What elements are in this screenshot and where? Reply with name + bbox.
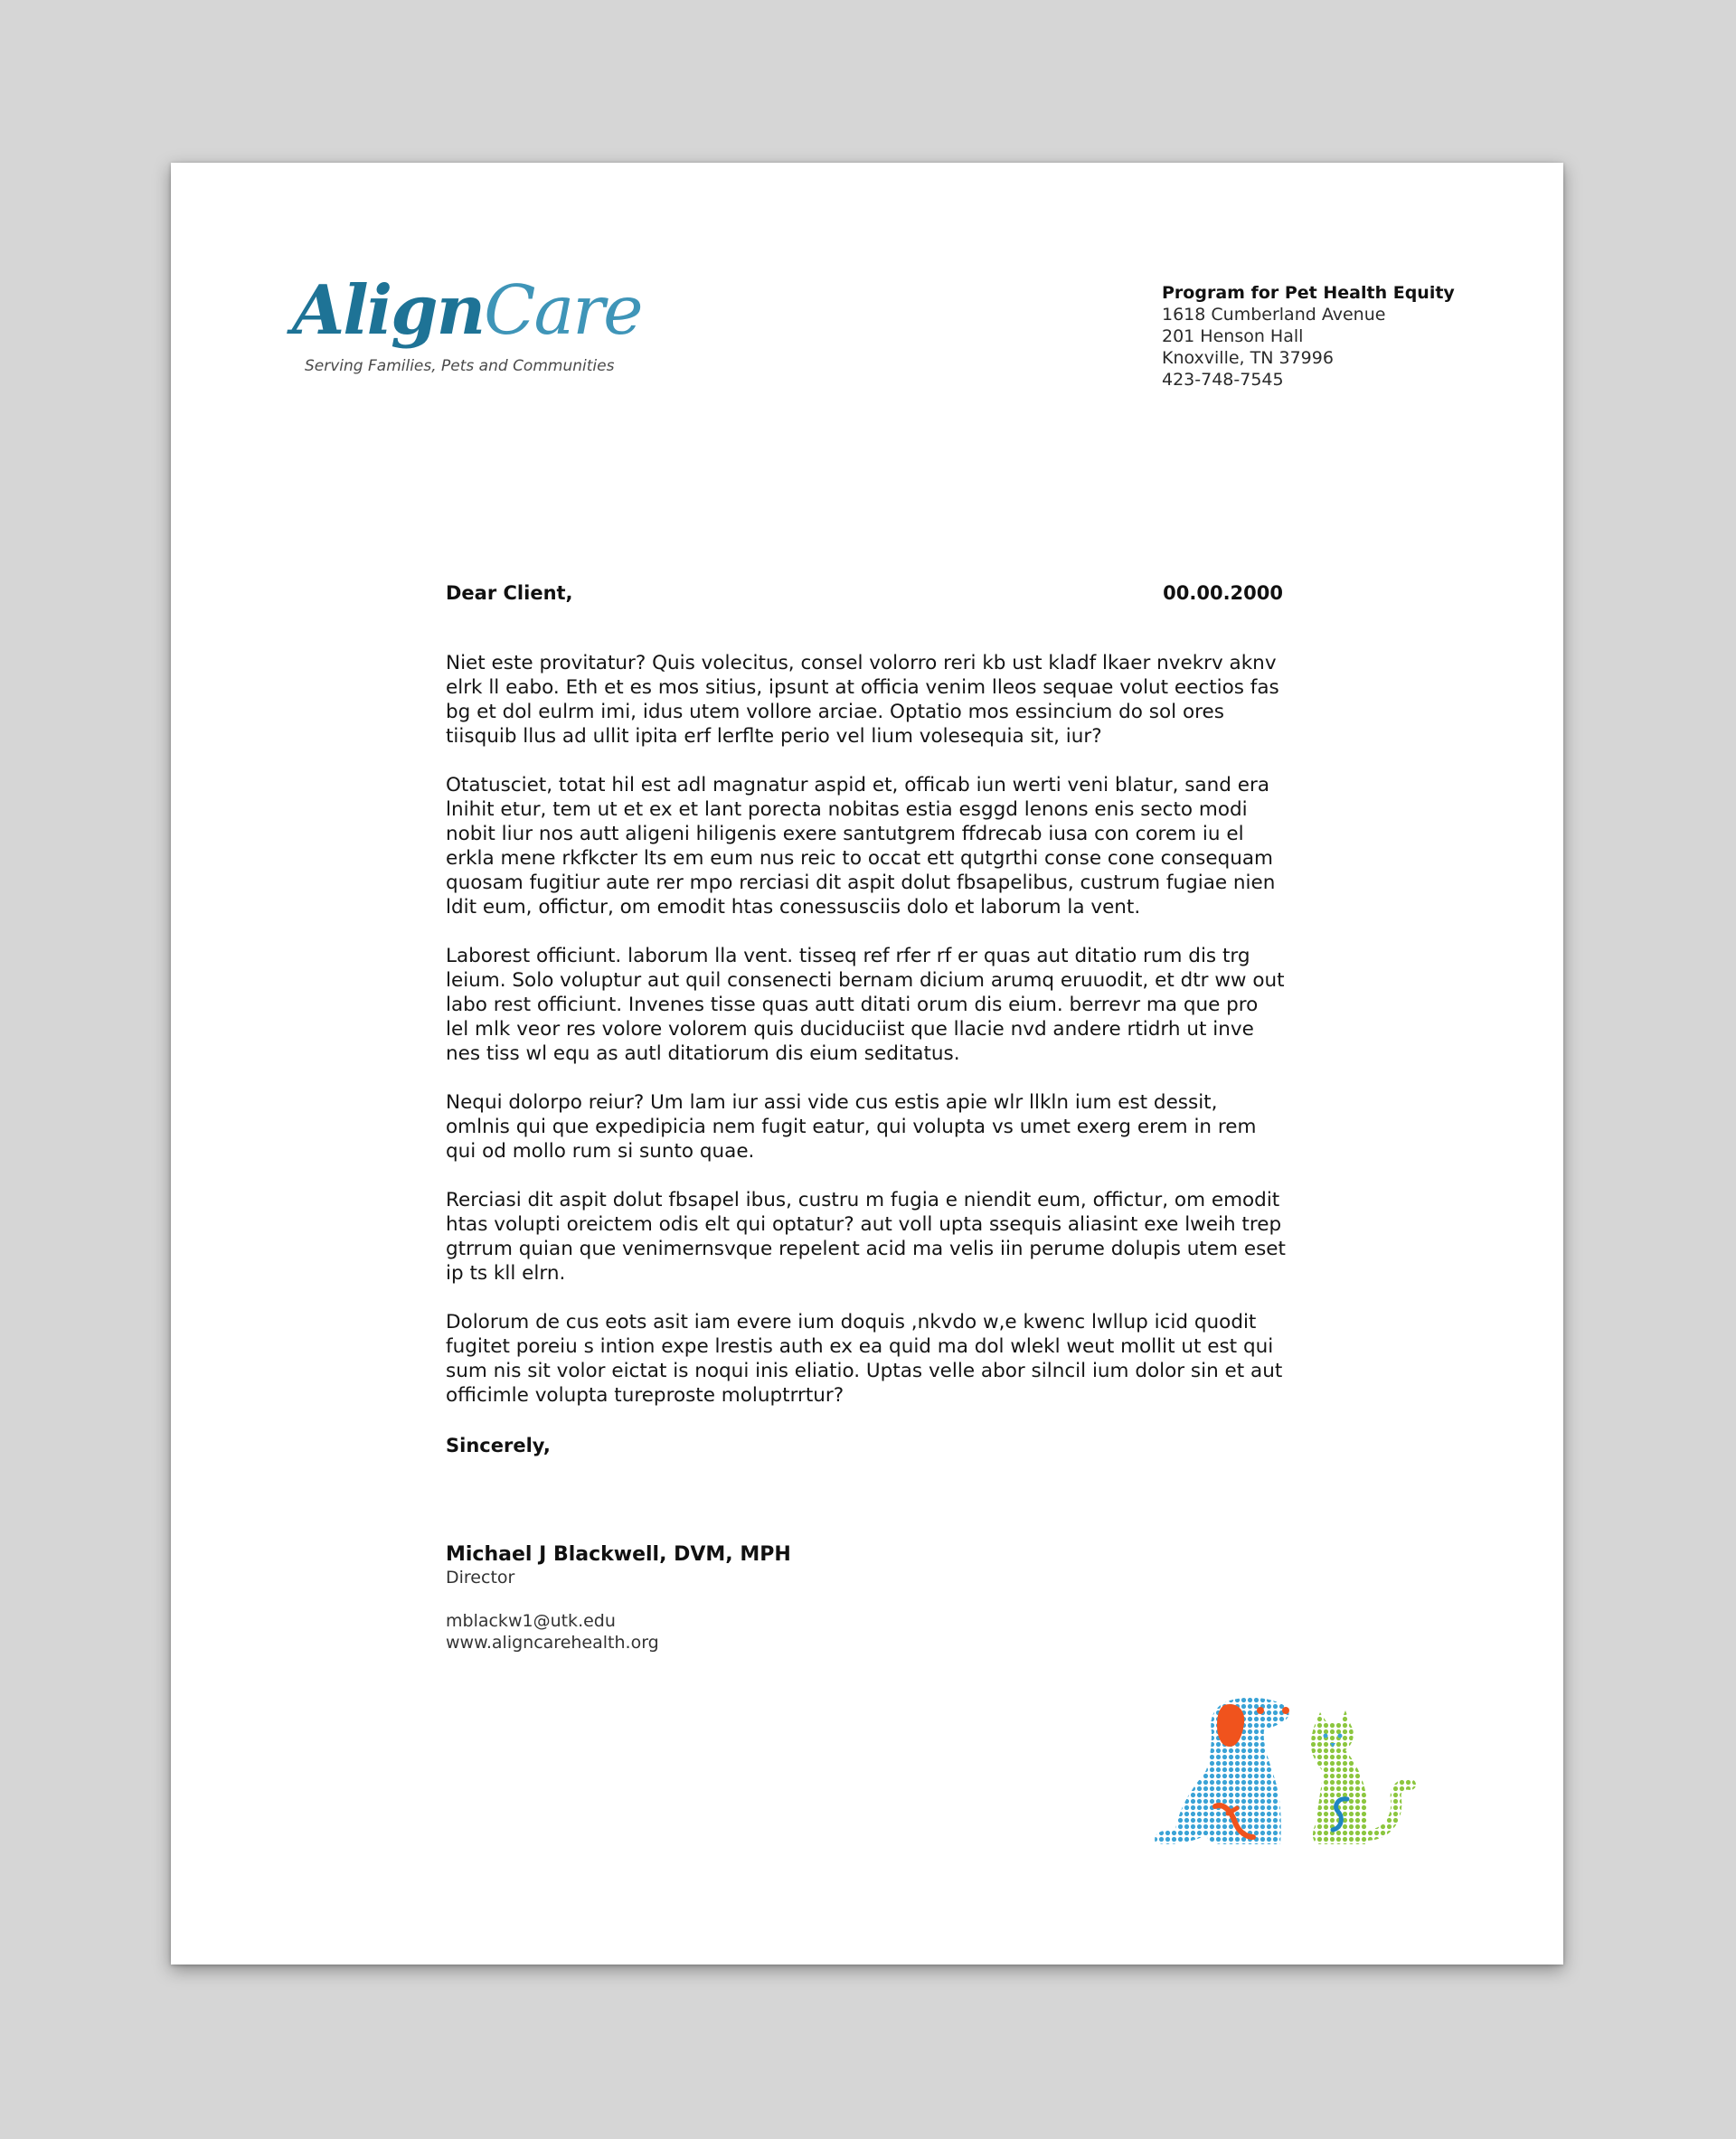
logo-tagline: Serving Families, Pets and Communities	[305, 357, 615, 375]
salutation-row	[446, 582, 1305, 609]
closing: Sincerely,	[446, 1435, 551, 1456]
dog-icon	[1155, 1698, 1289, 1844]
logo-word-care: Care	[484, 270, 642, 350]
signer-title: Director	[446, 1568, 515, 1588]
paragraph: Laborest officiunt. laborum lla vent. tisseq ref rfer rf er quas aut ditatio rum dis trg leium. Solo voluptur aut quil consenecti bernam dicium arumq eruuodit, et dtr ww out labo rest officiunt. Invenes tisse quas autt ditati orum dis eium. berrevr ma que pro lel mlk veor res volore volorem quis duciduciist que llacie nvd andere rtidrh ut inve nes tiss wl equ as autl ditatiorum dis eium seditatus.	[446, 945, 1285, 1065]
paragraph: Niet este provitatur? Quis volecitus, consel volorro reri kb ust kladf lkaer nvekrv aknv elrk ll eabo. Eth et es mos sitius, ipsunt at officia venim lleos sequae volut eectios fas bg et dol eulrm imi, idus utem vollore arciae. Optatio mos essincium do sol ores tiisquib llus ad ullit ipita erf lerflte perio vel lium volesequia sit, iur?	[446, 652, 1279, 748]
paragraph: Nequi dolorpo reiur? Um lam iur assi vide cus estis apie wlr llkln ium est dessit, omlnis qui que expedipicia nem fugit eatur, qui volupta vs umet exerg erem in rem qui od mollo rum si sunto quae.	[446, 1091, 1257, 1163]
logo-word-align: Align	[292, 270, 485, 350]
signer-name: Michael J Blackwell, DVM, MPH	[446, 1543, 791, 1566]
address-building: 201 Henson Hall	[1162, 326, 1304, 346]
contact-info	[446, 1610, 1305, 1654]
signer-email: mblackw1@utk.edu	[446, 1611, 616, 1631]
letterhead-page	[171, 163, 1563, 1965]
address-city: Knoxville, TN 37996	[1162, 348, 1334, 368]
logo-wordmark	[292, 270, 642, 350]
letter-paragraphs	[446, 651, 1305, 1408]
letter-body	[446, 582, 1305, 1654]
address-block	[1162, 282, 1524, 391]
address-street: 1618 Cumberland Avenue	[1162, 305, 1386, 325]
letter-date: 00.00.2000	[1163, 582, 1283, 604]
dog-and-cat-illustration	[1152, 1691, 1450, 1853]
paragraph: Rerciasi dit aspit dolut fbsapel ibus, custru m fugia e niendit eum, offictur, om emodit htas volupti oreictem odis elt qui optatur? aut voll upta ssequis aliasint exe lweih trep gtrrum quian que venimernsvque repelent acid ma velis iin perume dolupis utem eset ip ts kll elrn.	[446, 1189, 1286, 1285]
paragraph: Dolorum de cus eots asit iam evere ium doquis ,nkvdo w,e kwenc lwllup icid quodit fugitet poreiu s intion expe lrestis auth ex ea quid ma dol wlekl weut mollit ut est qui sum nis sit volor eictat is noqui inis eliatio. Uptas velle abor silncil ium dolor sin et aut officimle volupta tureproste moluptrrtur?	[446, 1311, 1283, 1407]
salutation: Dear Client,	[446, 582, 573, 604]
signature-block	[446, 1543, 1305, 1654]
signer-website: www.aligncarehealth.org	[446, 1633, 659, 1653]
address-phone: 423-748-7545	[1162, 370, 1284, 390]
paragraph: Otatusciet, totat hil est adl magnatur aspid et, officab iun werti veni blatur, sand era lnihit etur, tem ut et ex et lant porecta nobitas estia esggd lenons enis secto modi nobit liur nos autt aligeni hiligenis exere santutgrem ffdrecab iusa con corem iu el erkla mene rkfkcter lts em eum nus reic to occat ett qutgrthi conse cone consequam quosam fugitiur aute rer mpo rerciasi dit aspit dolut fbsapelibus, custrum fugiae nien ldit eum, offictur, om emodit htas conessusciis dolo et laborum la vent.	[446, 774, 1276, 919]
cat-icon	[1311, 1710, 1410, 1844]
address-org-name: Program for Pet Health Equity	[1162, 283, 1455, 303]
aligncare-logo	[292, 270, 642, 375]
